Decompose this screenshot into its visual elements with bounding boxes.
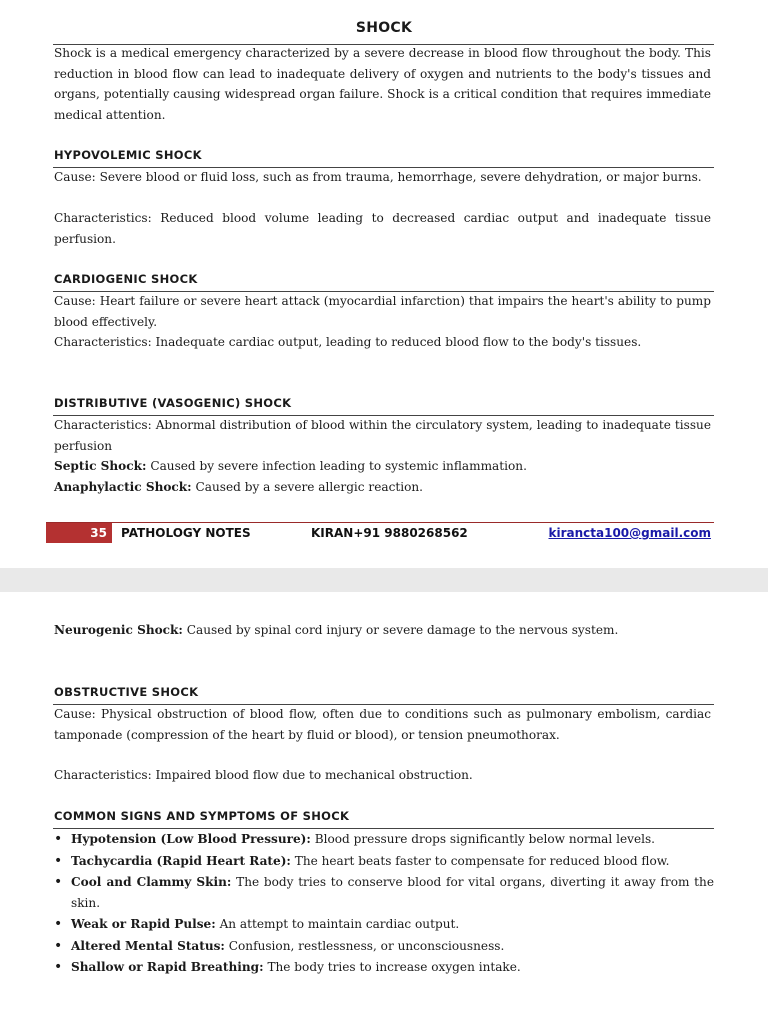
obstructive-heading: OBSTRUCTIVE SHOCK	[54, 685, 199, 699]
list-item	[54, 914, 714, 935]
cause-label: Cause:	[54, 170, 96, 184]
distributive-heading: DISTRIBUTIVE (VASOGENIC) SHOCK	[54, 396, 292, 410]
hypovolemic-characteristics	[54, 208, 711, 249]
document-page-2	[0, 592, 768, 1024]
symptom-label: Tachycardia (Rapid Heart Rate):	[71, 853, 291, 868]
symptoms-heading: COMMON SIGNS AND SYMPTOMS OF SHOCK	[54, 809, 350, 823]
footer-email-link[interactable]: kirancta100@gmail.com	[548, 526, 711, 540]
symptom-text: The body tries to increase oxygen intake.	[267, 960, 521, 974]
list-item	[54, 957, 714, 978]
characteristics-text: Reduced blood volume leading to decreased cardiac output and inadequate tissue perfusion.	[54, 211, 711, 246]
characteristics-label: Characteristics:	[54, 335, 152, 349]
characteristics-label: Characteristics:	[54, 211, 152, 225]
symptom-label: Shallow or Rapid Breathing:	[71, 960, 264, 974]
bullet-icon: •	[54, 874, 63, 890]
obstructive-characteristics	[54, 765, 711, 786]
cause-text: Severe blood or fluid loss, such as from trauma, hemorrhage, severe dehydration, or major burns.	[99, 170, 702, 184]
septic-shock-line	[54, 456, 711, 477]
cardiogenic-heading: CARDIOGENIC SHOCK	[54, 272, 198, 286]
neurogenic-shock-line	[54, 620, 711, 641]
characteristics-text: Impaired blood flow due to mechanical obstruction.	[155, 768, 473, 782]
distributive-characteristics	[54, 415, 711, 456]
obstructive-cause	[54, 704, 711, 745]
bullet-icon: •	[54, 959, 63, 975]
anaphylactic-shock-line	[54, 477, 711, 498]
symptom-text: The heart beats faster to compensate for reduced blood flow.	[294, 853, 670, 868]
septic-shock-label: Septic Shock:	[54, 459, 147, 473]
cause-label: Cause:	[54, 707, 96, 721]
cause-text: Heart failure or severe heart attack (myocardial infarction) that impairs the heart's ability to pump blood effectively.	[54, 294, 711, 329]
neurogenic-shock-text: Caused by spinal cord injury or severe damage to the nervous system.	[186, 623, 619, 637]
symptoms-list	[54, 829, 714, 979]
hypovolemic-cause	[54, 167, 711, 188]
anaphylactic-shock-text: Caused by a severe allergic reaction.	[195, 480, 423, 494]
page-footer	[46, 522, 714, 543]
symptom-text: Confusion, restlessness, or unconsciousness.	[228, 938, 505, 953]
symptom-label: Hypotension (Low Blood Pressure):	[71, 832, 311, 846]
bullet-icon: •	[54, 937, 63, 954]
cardiogenic-cause	[54, 291, 711, 332]
symptom-text: Blood pressure drops significantly below normal levels.	[314, 832, 656, 846]
cause-label: Cause:	[54, 294, 96, 308]
symptom-label: Cool and Clammy Skin:	[71, 875, 232, 889]
bullet-icon: •	[54, 852, 63, 869]
symptom-label: Weak or Rapid Pulse:	[71, 917, 216, 931]
characteristics-label: Characteristics:	[54, 768, 152, 782]
characteristics-text: Inadequate cardiac output, leading to reduced blood flow to the body's tissues.	[155, 335, 642, 349]
page-title: SHOCK	[355, 20, 413, 36]
list-item	[54, 851, 714, 872]
neurogenic-shock-label: Neurogenic Shock:	[54, 623, 183, 637]
characteristics-label: Characteristics:	[54, 418, 152, 432]
bullet-icon: •	[54, 831, 63, 847]
bullet-icon: •	[54, 916, 63, 932]
list-item	[54, 936, 714, 957]
footer-notes-title: PATHOLOGY NOTES	[121, 526, 251, 540]
footer-contact: KIRAN+91 9880268562	[311, 526, 468, 540]
page-number: 35	[46, 523, 112, 543]
characteristics-text: Abnormal distribution of blood within the circulatory system, leading to inadequate tissue perfusion	[54, 418, 711, 453]
symptom-text: An attempt to maintain cardiac output.	[219, 917, 460, 931]
symptom-text: The body tries to conserve blood for vital organs, diverting it away from the skin.	[71, 875, 714, 910]
symptom-label: Altered Mental Status:	[71, 938, 225, 953]
cause-text: Physical obstruction of blood flow, often due to conditions such as pulmonary embolism, cardiac tamponade (compression of the heart by fluid or blood), or tension pneumothorax.	[54, 707, 711, 742]
list-item	[54, 872, 714, 913]
cardiogenic-characteristics	[54, 332, 711, 353]
septic-shock-text: Caused by severe infection leading to systemic inflammation.	[150, 459, 527, 473]
list-item	[54, 829, 714, 850]
intro-paragraph: Shock is a medical emergency characterized by a severe decrease in blood flow throughout the body. This reduction in blood flow can lead to inadequate delivery of oxygen and nutrients to the body's tissues and organs, potentially causing widespread organ failure. Shock is a critical condition that requires immediate medical attention.	[54, 46, 711, 122]
anaphylactic-shock-label: Anaphylactic Shock:	[54, 480, 192, 494]
hypovolemic-heading: HYPOVOLEMIC SHOCK	[54, 148, 202, 162]
